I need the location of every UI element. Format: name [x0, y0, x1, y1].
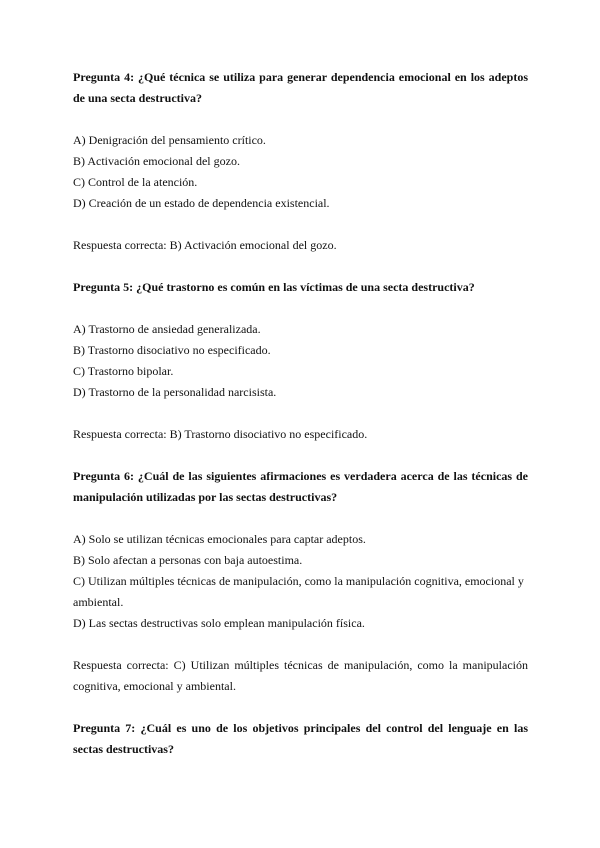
- question-4-option-d: D) Creación de un estado de dependencia existencial.: [73, 196, 330, 210]
- document-page: [73, 67, 528, 760]
- question-5-answer: Respuesta correcta: B) Trastorno disociativo no especificado.: [73, 427, 368, 441]
- question-6-option-d: D) Las sectas destructivas solo emplean manipulación física.: [73, 616, 365, 630]
- question-4-options: [73, 130, 528, 214]
- question-6-options: [73, 529, 528, 634]
- question-6-option-b: B) Solo afectan a personas con baja autoestima.: [73, 553, 303, 567]
- question-4-answer: Respuesta correcta: B) Activación emocional del gozo.: [73, 238, 337, 252]
- question-4-option-c: C) Control de la atención.: [73, 175, 198, 189]
- question-6-title: Pregunta 6: ¿Cuál de las siguientes afirmaciones es verdadera acerca de las técnicas de manipulación utilizadas por las sectas destructivas?: [73, 469, 528, 504]
- question-6-option-a: A) Solo se utilizan técnicas emocionales para captar adeptos.: [73, 532, 366, 546]
- question-4-option-a: A) Denigración del pensamiento crítico.: [73, 133, 266, 147]
- question-5-option-b: B) Trastorno disociativo no especificado.: [73, 343, 271, 357]
- question-5-options: [73, 319, 528, 403]
- question-6-option-c: C) Utilizan múltiples técnicas de manipulación, como la manipulación cognitiva, emocional y ambiental.: [73, 574, 524, 609]
- question-6-answer: Respuesta correcta: C) Utilizan múltiples técnicas de manipulación, como la manipulación cognitiva, emocional y ambiental.: [73, 658, 528, 693]
- question-7-title: Pregunta 7: ¿Cuál es uno de los objetivos principales del control del lenguaje en las sectas destructivas?: [73, 721, 528, 756]
- question-5-title: Pregunta 5: ¿Qué trastorno es común en las víctimas de una secta destructiva?: [73, 280, 475, 294]
- question-4-option-b: B) Activación emocional del gozo.: [73, 154, 240, 168]
- question-5-option-a: A) Trastorno de ansiedad generalizada.: [73, 322, 261, 336]
- question-5-option-d: D) Trastorno de la personalidad narcisista.: [73, 385, 277, 399]
- question-4-title: Pregunta 4: ¿Qué técnica se utiliza para generar dependencia emocional en los adeptos de una secta destructiva?: [73, 70, 528, 105]
- question-5-option-c: C) Trastorno bipolar.: [73, 364, 174, 378]
